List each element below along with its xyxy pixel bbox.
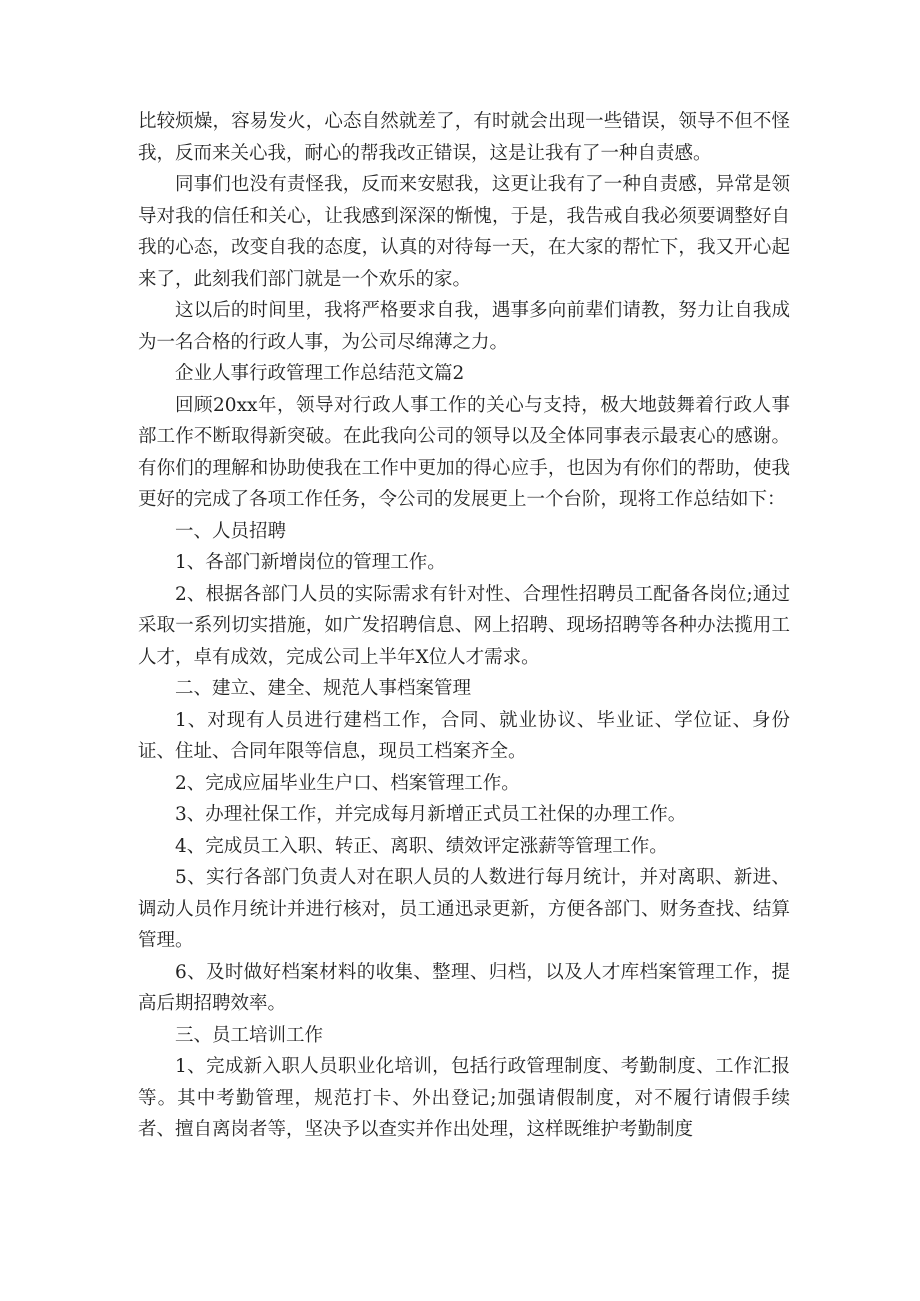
section-heading: 三、员工培训工作 [175, 1024, 324, 1046]
paragraph: 同事们也没有责怪我，反而来安慰我，这更让我有了一种自责感，异常是领导对我的信任和关心，让我感到深深的惭愧，于是，我告戒自我必须要调整好自我的心态，改变自我的态度，认真的对待每一天，在大家的帮忙下，我又开心起来了，此刻我们部门就是一个欢乐的家。 [138, 174, 790, 290]
list-item: 4、完成员工入职、转正、离职、绩效评定涨薪等管理工作。 [175, 835, 668, 857]
section-heading: 一、人员招聘 [175, 520, 287, 542]
paragraph: 这以后的时间里，我将严格要求自我，遇事多向前辈们请教，努力让自我成为一名合格的行政人事，为公司尽绵薄之力。 [138, 300, 790, 353]
list-item: 1、各部门新增岗位的管理工作。 [175, 552, 446, 573]
list-item: 1、完成新入职人员职业化培训，包括行政管理制度、考勤制度、工作汇报等。其中考勤管理，规范打卡、外出登记;加强请假制度，对不履行请假手续者、擅自离岗者等，坚决予以查实并作出处理，这样既维护考勤制度 [138, 1056, 790, 1140]
list-item: 3、办理社保工作，并完成每月新增正式员工社保的办理工作。 [175, 804, 687, 825]
list-item: 6、及时做好档案材料的收集、整理、归档，以及人才库档案管理工作，提高后期招聘效率。 [138, 961, 790, 1014]
paragraph: 回顾20xx年，领导对行政人事工作的关心与支持，极大地鼓舞着行政人事部工作不断取得新突破。在此我向公司的领导以及全体同事表示最衷心的感谢。有你们的理解和协助使我在工作中更加的得心应手，也因为有你们的帮助，使我更好的完成了各项工作任务，令公司的发展更上一个台阶，现将工作总结如下： [138, 394, 790, 510]
document-page [138, 106, 790, 1146]
section-heading: 二、建立、建全、规范人事档案管理 [175, 678, 472, 699]
section-title: 企业人事行政管理工作总结范文篇2 [175, 363, 465, 384]
paragraph-continuation: 比较烦燥，容易发火，心态自然就差了，有时就会出现一些错误，领导不但不怪我，反而来关心我，耐心的帮我改正错误，这是让我有了一种自责感。 [138, 111, 790, 164]
list-item: 2、根据各部门人员的实际需求有针对性、合理性招聘员工配备各岗位;通过采取一系列切实措施，如广发招聘信息、网上招聘、现场招聘等各种办法揽用工人才，卓有成效，完成公司上半年X位人才需求。 [138, 583, 790, 668]
list-item: 2、完成应届毕业生户口、档案管理工作。 [175, 772, 520, 794]
list-item: 5、实行各部门负责人对在职人员的人数进行每月统计，并对离职、新进、调动人员作月统计并进行核对，员工通迅录更新，方便各部门、财务查找、结算管理。 [138, 867, 790, 951]
list-item: 1、对现有人员进行建档工作，合同、就业协议、毕业证、学位证、身份证、住址、合同年限等信息，现员工档案齐全。 [138, 709, 790, 762]
